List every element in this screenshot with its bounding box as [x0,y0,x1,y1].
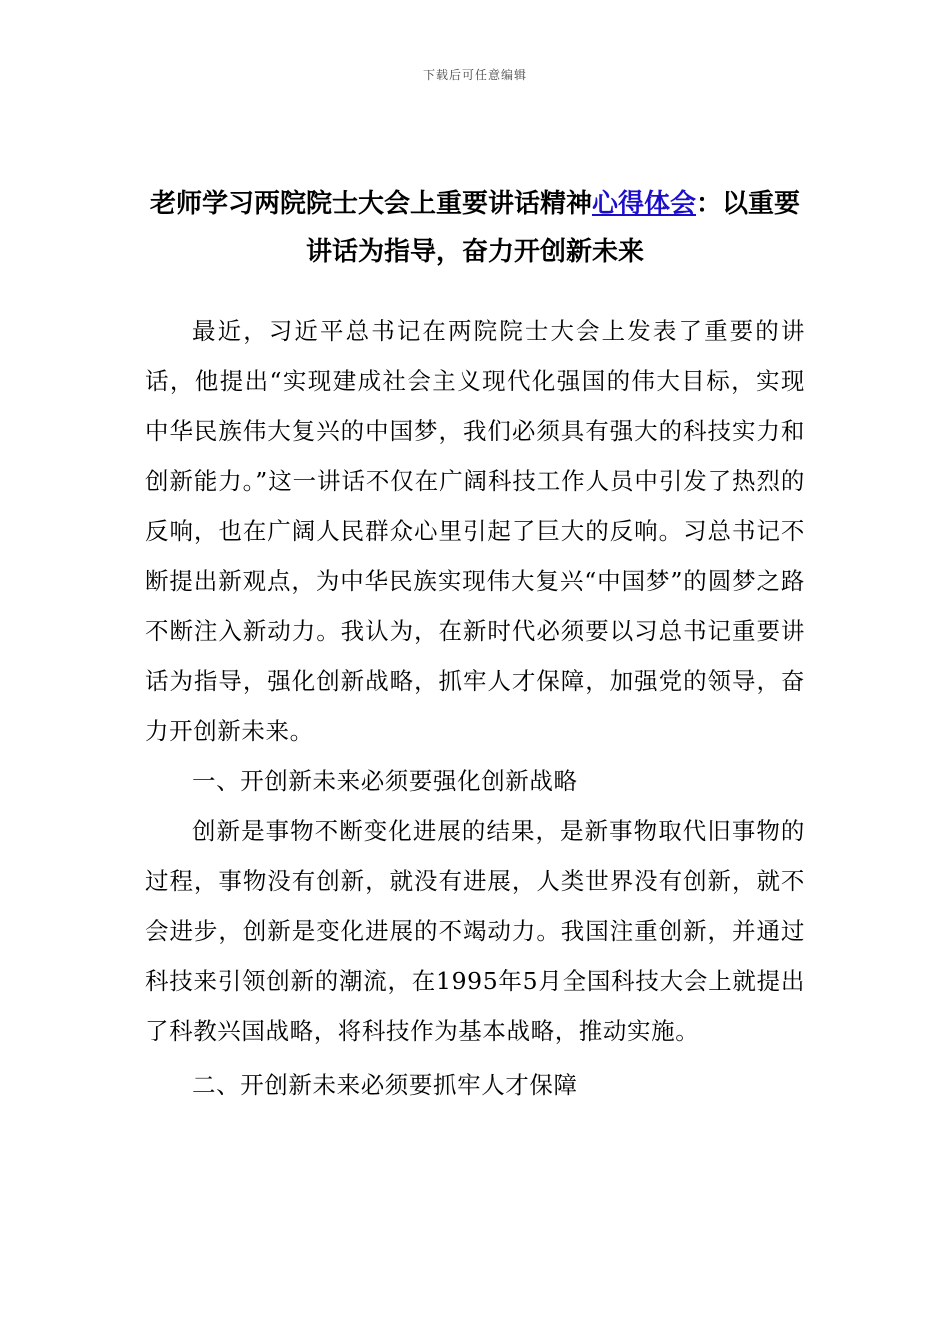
paragraph-innovation: 创新是事物不断变化进展的结果，是新事物取代旧事物的过程，事物没有创新，就没有进展，人类世界没有创新，就不会进步，创新是变化进展的不竭动力。我国注重创新，并通过科技来引领创新的潮流，在1995年5月全国科技大会上就提出了科教兴国战略，将科技作为基本战略，推动实施。 [145,817,805,1045]
title-part-1: 老师学习两院院士大会上重要讲话精神 [149,189,592,219]
title-part-2: ：以重要讲话为指导，奋力开创新未来 [305,189,801,267]
document-title [140,180,810,276]
section-heading-2: 二、开创新未来必须要抓牢人才保障 [192,1071,578,1099]
document-body [145,306,805,1110]
section-heading-1: 一、开创新未来必须要强化创新战略 [192,767,578,795]
title-link[interactable]: 心得体会 [591,189,696,219]
header-note: 下载后可任意编辑 [422,68,527,82]
paragraph-intro: 最近，习近平总书记在两院院士大会上发表了重要的讲话，他提出“实现建成社会主义现代化强国的伟大目标，实现中华民族伟大复兴的中国梦，我们必须具有强大的科技实力和创新能力。”这一讲话不仅在广阔科技工作人员中引发了热烈的反响，也在广阔人民群众心里引起了巨大的反响。习总书记不断提出新观点，为中华民族实现伟大复兴“中国梦”的圆梦之路不断注入新动力。我认为，在新时代必须要以习总书记重要讲话为指导，强化创新战略，抓牢人才保障，加强党的领导，奋力开创新未来。 [145,317,805,745]
